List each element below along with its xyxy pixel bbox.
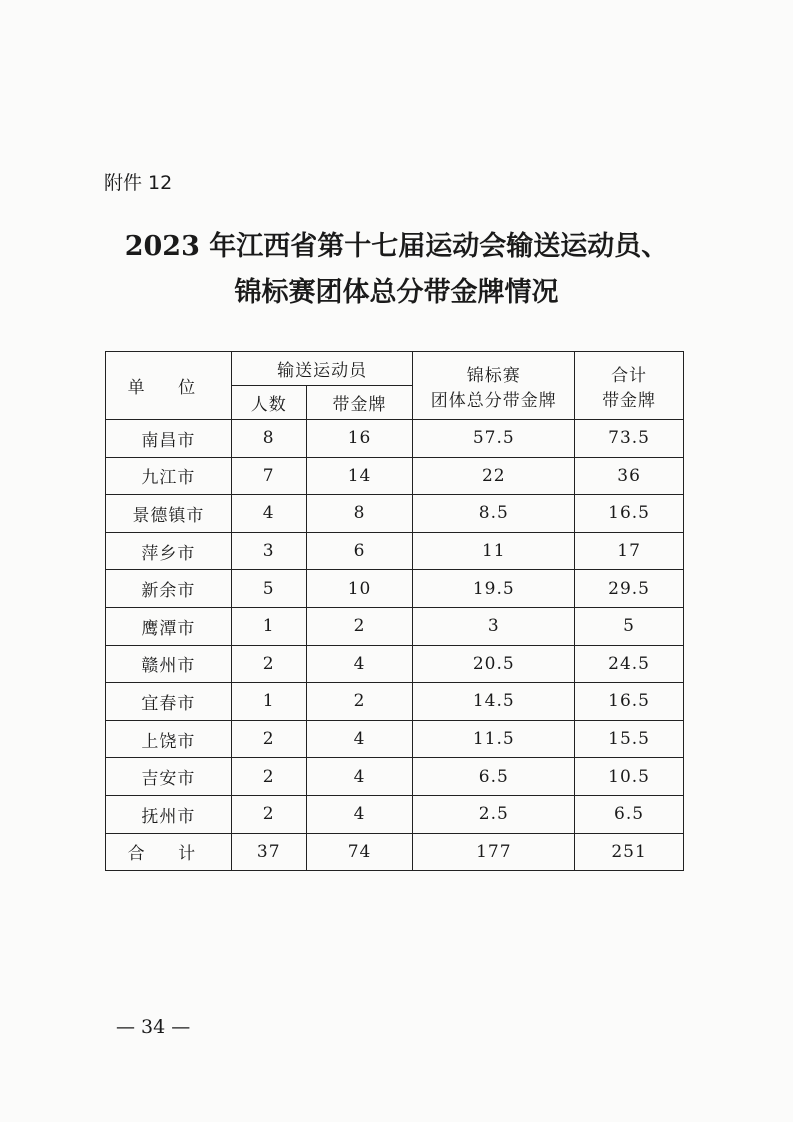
cell-total: 15.5	[575, 720, 684, 758]
cell-championship: 8.5	[413, 495, 575, 533]
cell-gold: 4	[306, 795, 413, 833]
cell-gold: 6	[306, 532, 413, 570]
total-cell-unit: 合 计	[106, 833, 232, 871]
cell-gold: 16	[306, 420, 413, 458]
page-number: — 34 —	[116, 1016, 191, 1038]
table-row	[106, 457, 684, 495]
cell-unit: 鹰潭市	[106, 607, 232, 645]
header-championship	[413, 352, 575, 420]
table-row	[106, 758, 684, 796]
cell-championship: 2.5	[413, 795, 575, 833]
cell-gold: 4	[306, 758, 413, 796]
cell-championship: 19.5	[413, 570, 575, 608]
table-row	[106, 683, 684, 721]
header-championship-line2: 团体总分带金牌	[430, 390, 557, 411]
cell-gold: 10	[306, 570, 413, 608]
header-total	[575, 352, 684, 420]
cell-championship: 14.5	[413, 683, 575, 721]
cell-people: 2	[231, 720, 306, 758]
cell-championship: 6.5	[413, 758, 575, 796]
cell-total: 10.5	[575, 758, 684, 796]
cell-total: 29.5	[575, 570, 684, 608]
cell-gold: 2	[306, 607, 413, 645]
total-cell-championship: 177	[413, 833, 575, 871]
total-cell-people: 37	[231, 833, 306, 871]
cell-people: 1	[231, 607, 306, 645]
cell-unit: 上饶市	[106, 720, 232, 758]
table-row	[106, 720, 684, 758]
cell-gold: 8	[306, 495, 413, 533]
cell-people: 5	[231, 570, 306, 608]
document-title-line-2: 锦标赛团体总分带金牌情况	[234, 277, 559, 308]
table-row	[106, 495, 684, 533]
table-row	[106, 795, 684, 833]
cell-total: 16.5	[575, 495, 684, 533]
header-championship-line1: 锦标赛	[466, 365, 521, 386]
cell-championship: 3	[413, 607, 575, 645]
cell-people: 1	[231, 683, 306, 721]
cell-championship: 22	[413, 457, 575, 495]
cell-unit: 景德镇市	[106, 495, 232, 533]
cell-people: 7	[231, 457, 306, 495]
cell-unit: 新余市	[106, 570, 232, 608]
total-cell-gold: 74	[306, 833, 413, 871]
table-row	[106, 607, 684, 645]
cell-total: 17	[575, 532, 684, 570]
cell-championship: 20.5	[413, 645, 575, 683]
medal-table	[105, 351, 684, 871]
cell-people: 2	[231, 645, 306, 683]
cell-people: 3	[231, 532, 306, 570]
header-total-line2: 带金牌	[602, 390, 657, 411]
cell-championship: 11	[413, 532, 575, 570]
cell-gold: 4	[306, 645, 413, 683]
cell-unit: 赣州市	[106, 645, 232, 683]
cell-championship: 57.5	[413, 420, 575, 458]
table-body	[106, 420, 684, 871]
table-row	[106, 645, 684, 683]
cell-total: 36	[575, 457, 684, 495]
cell-gold: 14	[306, 457, 413, 495]
table-row	[106, 570, 684, 608]
document-title-line-1: 2023 年江西省第十七届运动会输送运动员、	[124, 231, 669, 262]
cell-gold: 4	[306, 720, 413, 758]
cell-championship: 11.5	[413, 720, 575, 758]
cell-total: 24.5	[575, 645, 684, 683]
cell-unit: 南昌市	[106, 420, 232, 458]
cell-total: 16.5	[575, 683, 684, 721]
cell-unit: 宜春市	[106, 683, 232, 721]
header-unit: 单 位	[106, 352, 232, 420]
total-cell-total: 251	[575, 833, 684, 871]
cell-unit: 九江市	[106, 457, 232, 495]
cell-total: 6.5	[575, 795, 684, 833]
table-row	[106, 532, 684, 570]
attachment-label: 附件 12	[104, 172, 173, 194]
cell-unit: 抚州市	[106, 795, 232, 833]
total-row	[106, 833, 684, 871]
cell-people: 2	[231, 795, 306, 833]
header-total-line1: 合计	[611, 365, 648, 386]
cell-gold: 2	[306, 683, 413, 721]
cell-total: 73.5	[575, 420, 684, 458]
cell-unit: 萍乡市	[106, 532, 232, 570]
cell-unit: 吉安市	[106, 758, 232, 796]
cell-people: 8	[231, 420, 306, 458]
cell-people: 4	[231, 495, 306, 533]
header-athletes-group: 输送运动员	[231, 352, 413, 386]
cell-total: 5	[575, 607, 684, 645]
header-people: 人数	[231, 386, 306, 420]
header-gold: 带金牌	[306, 386, 413, 420]
table-row	[106, 420, 684, 458]
cell-people: 2	[231, 758, 306, 796]
